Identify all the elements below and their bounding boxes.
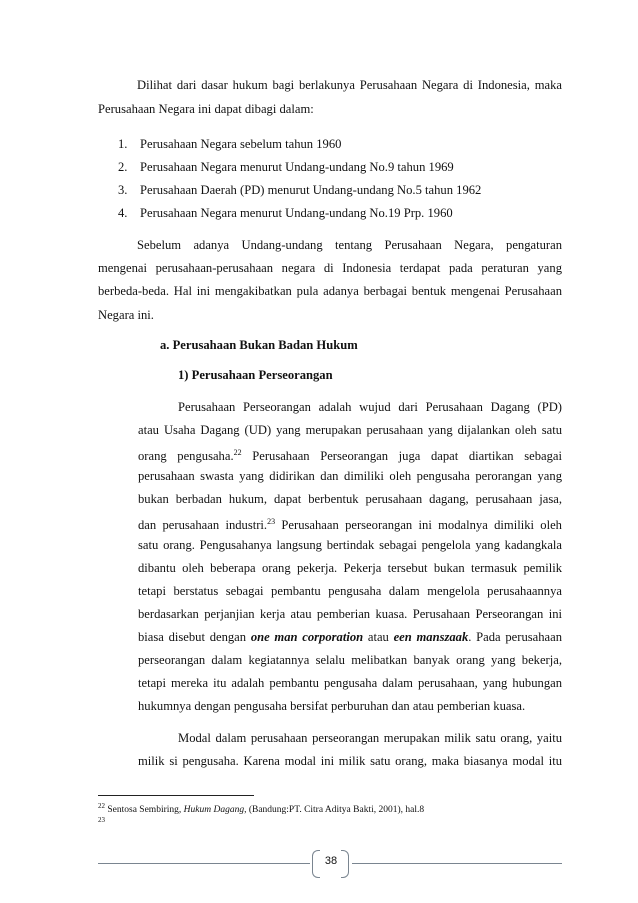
paragraph-2-line-2: mengenai perusahaan-perusahaan negara di Indonesia terdapat pada peraturan yang <box>98 261 562 275</box>
paragraph-3-line-3-end: Perusahaan Perseorangan juga dapat diartikan sebagai <box>241 449 562 463</box>
list-item-number: 3. <box>118 183 128 197</box>
list-item-number: 4. <box>118 206 128 220</box>
paragraph-4-line-1: Modal dalam perusahaan perseorangan merupakan milik satu orang, yaitu <box>178 731 562 745</box>
paragraph-3-line-2: atau Usaha Dagang (UD) yang merupakan perusahaan yang dijalankan oleh satu <box>138 423 562 437</box>
paragraph-3-line-11-a: biasa disebut dengan <box>138 630 251 644</box>
footer-line-left <box>98 863 310 864</box>
paragraph-3-line-11-c: atau <box>363 630 394 644</box>
footnote-ref-22: 22 <box>233 448 242 457</box>
paragraph-2-line-1: Sebelum adanya Undang-undang tentang Perusahaan Negara, pengaturan <box>137 238 562 252</box>
page-number-bracket-right <box>341 850 349 878</box>
term-one-man-corporation: one man corporation <box>250 630 364 644</box>
list-item-text: Perusahaan Negara menurut Undang-undang No.9 tahun 1969 <box>140 160 454 174</box>
list-item-text: Perusahaan Negara menurut Undang-undang No.19 Prp. 1960 <box>140 206 453 220</box>
list-item <box>118 159 454 175</box>
paragraph-3-line-14: hukumnya dengan pengusaha bersifat perburuhan dan atau pemberian kuasa. <box>138 699 526 713</box>
paragraph-3-line-6 <box>138 514 562 533</box>
paragraph-3-line-6-start: dan perusahaan industri. <box>138 518 268 532</box>
paragraph-3-line-13: tetapi mereka itu adalah pembantu pengusaha dalam perusahaan, yang hubungan <box>138 676 562 690</box>
paragraph-3-line-3-start: orang pengusaha. <box>138 449 234 463</box>
paragraph-1-line-2: Perusahaan Negara ini dapat dibagi dalam: <box>98 102 314 116</box>
paragraph-2-line-3: berbeda-beda. Hal ini mengakibatkan pula adanya berbagai bentuk mengenai Perusahaan <box>98 284 562 298</box>
list-item-number: 1. <box>118 137 128 151</box>
paragraph-3-line-6-end: Perusahaan perseorangan ini modalnya dimiliki oleh <box>275 518 562 532</box>
footnote-23 <box>98 814 105 830</box>
list-item <box>118 205 453 221</box>
paragraph-3-line-4: perusahaan swasta yang didirikan dan dimiliki oleh pengusaha perorangan yang <box>138 469 562 483</box>
section-heading-a: a. Perusahaan Bukan Badan Hukum <box>160 338 358 352</box>
paragraph-3-line-3 <box>138 445 562 464</box>
page-number: 38 <box>324 855 338 867</box>
paragraph-3-line-1: Perusahaan Perseorangan adalah wujud dari Perusahaan Dagang (PD) <box>178 400 562 414</box>
footnote-22-number: 22 <box>98 802 105 810</box>
subsection-heading-1: 1) Perusahaan Perseorangan <box>178 368 333 382</box>
paragraph-3-line-11 <box>138 629 562 645</box>
paragraph-2-line-4: Negara ini. <box>98 308 154 322</box>
footnote-23-number: 23 <box>98 816 105 824</box>
paragraph-3-line-11-e: . Pada perusahaan <box>468 630 563 644</box>
list-item-text: Perusahaan Daerah (PD) menurut Undang-undang No.5 tahun 1962 <box>140 183 482 197</box>
footnote-22-author: Sentosa Sembiring, <box>105 805 184 815</box>
footnote-divider <box>98 795 254 796</box>
list-item-text: Perusahaan Negara sebelum tahun 1960 <box>140 137 342 151</box>
footnote-22 <box>98 800 424 816</box>
list-item-number: 2. <box>118 160 128 174</box>
term-een-manszaak: een manszaak <box>393 630 469 644</box>
paragraph-3-line-7: satu orang. Pengusahanya langsung bertindak sebagai pengelola yang kadangkala <box>138 538 562 552</box>
paragraph-3-line-10: berdasarkan perjanjian kerja atau pemberian kuasa. Perusahaan Perseorangan ini <box>138 607 562 621</box>
footnote-22-title: Hukum Dagang <box>183 805 245 815</box>
paragraph-3-line-5: bukan berbadan hukum, dapat berbentuk perusahaan dagang, perusahaan jasa, <box>138 492 562 506</box>
paragraph-3-line-12: perseorangan dalam kegiatannya selalu melibatkan banyak orang yang bekerja, <box>138 653 562 667</box>
list-item <box>118 136 341 152</box>
paragraph-1-line-1: Dilihat dari dasar hukum bagi berlakunya Perusahaan Negara di Indonesia, maka <box>137 78 562 92</box>
paragraph-3-line-9: tetapi berstatus sebagai pembantu pengusaha dalam mengelola perusahaannya <box>138 584 562 598</box>
paragraph-4-line-2: milik si pengusaha. Karena modal ini milik satu orang, maka biasanya modal itu <box>138 754 562 768</box>
footnote-22-publisher: , (Bandung:PT. Citra Aditya Bakti, 2001), hal.8 <box>244 805 425 815</box>
footnote-ref-23: 23 <box>267 517 276 526</box>
list-item <box>118 182 481 198</box>
footer-line-right <box>352 863 562 864</box>
paragraph-3-line-8: dibantu oleh beberapa orang pekerja. Pekerja tersebut bukan termasuk pemilik <box>138 561 562 575</box>
